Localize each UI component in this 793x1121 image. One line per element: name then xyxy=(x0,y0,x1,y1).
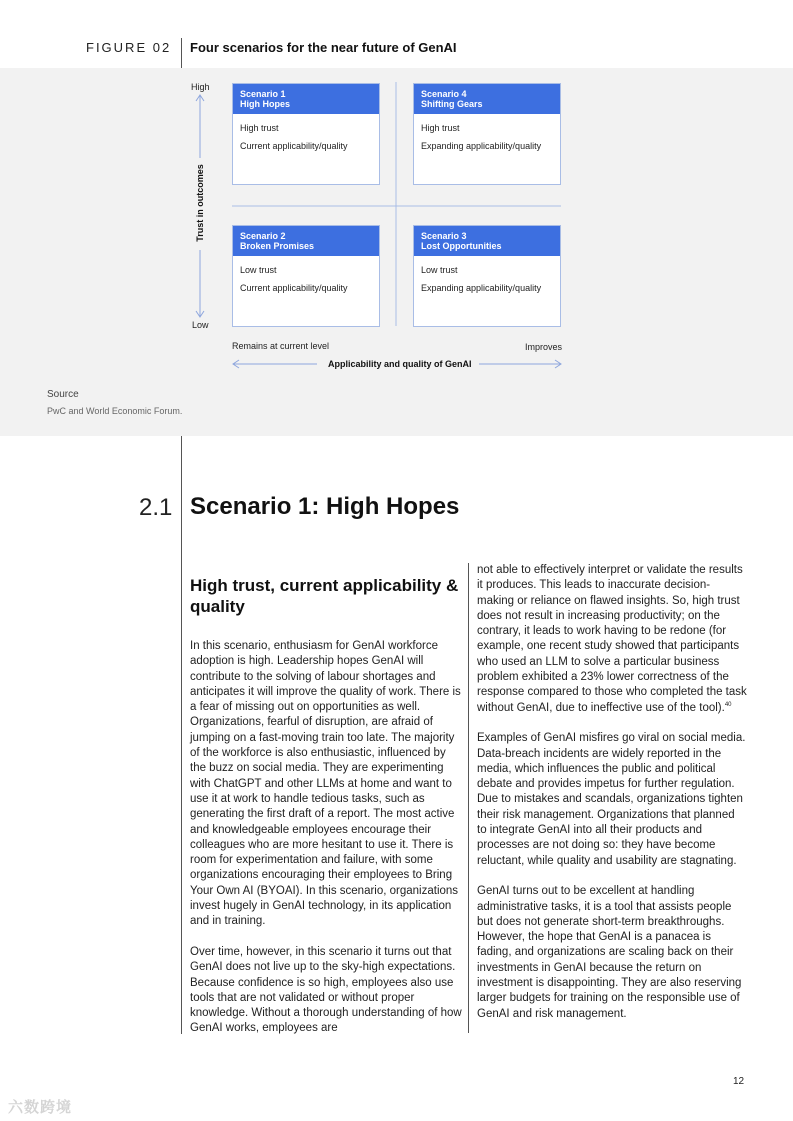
scenario-number: Scenario 3 xyxy=(421,231,467,241)
scenario-card-body xyxy=(414,114,560,151)
column-divider xyxy=(468,563,469,1033)
paragraph-text: not able to effectively interpret or validate the results it produces. This leads to inaccurate decision-making or reliance on flawed insights. So, high trust does not result in increasing productivity; on the contrary, it leads to work having to be redone (for example, one recent study showed that participants who used an LLM to solve a particular business problem exhibited a 23% lower correctness of the response compared to those who completed the task without GenAI, due to ineffective use of the tool). xyxy=(477,564,747,714)
scenario-number: Scenario 4 xyxy=(421,89,467,99)
footnote-ref[interactable]: 40 xyxy=(724,701,732,708)
scenario-applicability: Current applicability/quality xyxy=(240,141,348,151)
paragraph xyxy=(477,563,747,716)
figure-label: FIGURE 02 xyxy=(86,40,172,55)
section-number: 2.1 xyxy=(139,494,173,521)
body-column-right xyxy=(477,563,747,1022)
scenario-number: Scenario 1 xyxy=(240,89,286,99)
scenario-number: Scenario 2 xyxy=(240,231,286,241)
source-text: PwC and World Economic Forum. xyxy=(47,406,183,416)
scenario-card-2 xyxy=(232,225,380,327)
y-axis-high-label: High xyxy=(191,82,210,92)
scenario-trust: Low trust xyxy=(421,265,458,275)
scenario-card-header xyxy=(414,226,560,256)
scenario-card-1 xyxy=(232,83,380,185)
x-axis-title: Applicability and quality of GenAI xyxy=(328,359,472,369)
scenario-card-header xyxy=(414,84,560,114)
scenario-card-body xyxy=(233,256,379,293)
scenario-card-body xyxy=(414,256,560,293)
paragraph: Examples of GenAI misfires go viral on social media. Data-breach incidents are widely reported in the media, which influences the public and political debate and provides impetus for further regulation. Due to mistakes and scandals, organizations tighten their risk management. Organizations that planned to integrate GenAI into all their products and processes are not doing so: they have become reluctant, while quality and usability are stagnating. xyxy=(477,732,746,867)
section-title: Scenario 1: High Hopes xyxy=(190,493,460,520)
scenario-card-4 xyxy=(413,83,561,185)
page-number: 12 xyxy=(733,1076,745,1087)
scenario-name: Broken Promises xyxy=(240,241,315,251)
scenario-trust: Low trust xyxy=(240,265,277,275)
paragraph: In this scenario, enthusiasm for GenAI workforce adoption is high. Leadership hopes GenAI will contribute to the solving of labour shortages and anticipates it will improve the quality of work. There is a fear of missing out on opportunities as well. Organizations, fearful of disruption, are afraid of jumping on a fast-moving train too late. The majority of the workforce is also enthusiastic, influenced by the buzz on social media. They are experimenting with ChatGPT and other LLMs at home and want to use it at work to handle tedious tasks, such as generating the first draft of a report. The most active and knowledgeable employees encourage their colleagues who are more hesitant to use it. There is room for experimentation and failure, with some organizations encouraging their employees to Bring Your Own AI (BYOAI). In this scenario, organizations invest hugely in GenAI technology, in its application and in training. xyxy=(190,640,461,928)
scenario-trust: High trust xyxy=(240,123,279,133)
scenario-card-header xyxy=(233,226,379,256)
scenario-trust: High trust xyxy=(421,123,460,133)
y-axis-title: Trust in outcomes xyxy=(195,164,205,242)
scenario-applicability: Expanding applicability/quality xyxy=(421,283,542,293)
scenario-card-body xyxy=(233,114,379,151)
figure-title: Four scenarios for the near future of GenAI xyxy=(190,40,457,55)
scenario-name: Lost Opportunities xyxy=(421,241,502,251)
y-axis-low-label: Low xyxy=(192,320,209,330)
body-column-left xyxy=(190,639,462,1037)
scenario-applicability: Current applicability/quality xyxy=(240,283,348,293)
paragraph: Over time, however, in this scenario it turns out that GenAI does not live up to the sky-high expectations. Because confidence is so high, employees also use tools that are not validated or without proper knowledge. Without a thorough understanding of how GenAI works, employees are xyxy=(190,945,462,1035)
scenario-name: Shifting Gears xyxy=(421,99,483,109)
section-left-rule xyxy=(181,436,182,1034)
section-subheading: High trust, current applicability & quality xyxy=(190,576,459,616)
scenario-card-3 xyxy=(413,225,561,327)
x-axis-left-label: Remains at current level xyxy=(232,341,330,351)
paragraph: GenAI turns out to be excellent at handling administrative tasks, it is a tool that assists people but does not generate short-term breakthroughs. However, the hope that GenAI is a panacea is fading, and organizations are scaling back on their investments in GenAI because the return on investment is disappointing. They are also reserving larger budgets for training on the responsible use of GenAI and risk management. xyxy=(477,885,742,1020)
watermark-logo: 六数跨境 xyxy=(8,1099,73,1116)
scenario-name: High Hopes xyxy=(240,99,291,109)
figure-axes xyxy=(0,68,793,388)
x-axis-right-label: Improves xyxy=(525,342,563,352)
scenario-card-header xyxy=(233,84,379,114)
source-heading: Source xyxy=(47,389,79,400)
scenario-applicability: Expanding applicability/quality xyxy=(421,141,542,151)
header-divider xyxy=(181,38,182,68)
